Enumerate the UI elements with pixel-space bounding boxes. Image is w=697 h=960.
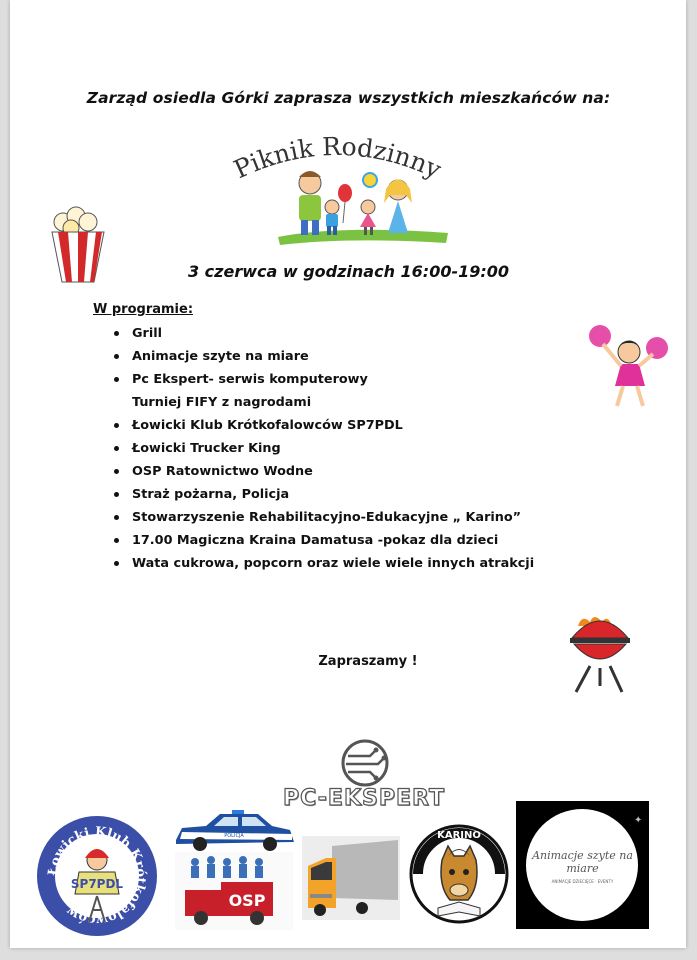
event-title: Piknik Rodzinny — [229, 131, 446, 185]
event-date: 3 czerwca w godzinach 16:00-19:00 — [187, 262, 510, 281]
osp-firetruck-icon — [175, 852, 293, 930]
invite-headline: Zarząd osiedla Górki zaprasza wszystkich mieszkańców na: — [86, 89, 611, 107]
sun-icon — [363, 173, 377, 187]
girl-figure — [361, 200, 375, 214]
program-heading: W programie: — [93, 302, 194, 317]
program-item: Turniej FIFY z nagrodami — [132, 395, 312, 410]
balloon-icon — [338, 184, 352, 202]
svg-text:OSP: OSP — [228, 891, 266, 910]
program-item: Animacje szyte na miare — [114, 345, 534, 368]
karino-logo — [408, 822, 510, 926]
svg-text:Łowicki Klub Krótkofalowców: Łowicki Klub Krótkofalowców — [45, 824, 149, 928]
svg-text:KARINO: KARINO — [437, 830, 481, 841]
program-item: Stowarzyszenie Rehabilitacyjno-Edukacyjne „ Karino” — [114, 506, 534, 529]
program-item: Łowicki Trucker King — [114, 437, 534, 460]
radio-club-logo — [35, 812, 160, 940]
program-item: Grill — [114, 322, 534, 345]
program-item: OSP Ratownictwo Wodne — [114, 460, 534, 483]
cheerleader-icon — [585, 318, 675, 413]
animacje-subtitle: ANIMACJE DZIECIĘCE · EVENTY — [551, 879, 614, 884]
police-car-icon — [172, 806, 297, 856]
program-item: 17.00 Magiczna Kraina Damatusa -pokaz dla dzieci — [114, 529, 534, 552]
program-item: Wata cukrowa, popcorn oraz wiele wiele innych atrakcji — [114, 552, 534, 575]
pc-ekspert-logo-icon — [340, 738, 390, 788]
svg-text:✦: ✦ — [634, 815, 643, 826]
animacje-wordmark: Animacje szyte na miare — [532, 849, 633, 875]
boy-figure — [325, 200, 339, 214]
svg-text:POLICJA: POLICJA — [224, 833, 244, 839]
svg-text:SP7PDL: SP7PDL — [70, 877, 124, 891]
pc-ekspert-wordmark: PC-EKSPERT — [283, 786, 445, 811]
program-item: Straż pożarna, Policja — [114, 483, 534, 506]
program-item: Pc Ekspert- serwis komputerowy — [114, 368, 534, 391]
closing-text: Zapraszamy ! — [318, 654, 418, 669]
program-list — [114, 322, 534, 575]
grill-icon — [560, 608, 640, 698]
animacje-logo — [516, 801, 649, 929]
program-item: Łowicki Klub Krótkofalowców SP7PDL — [114, 414, 534, 437]
truck-icon — [302, 836, 400, 920]
piknik-logo — [200, 125, 475, 250]
